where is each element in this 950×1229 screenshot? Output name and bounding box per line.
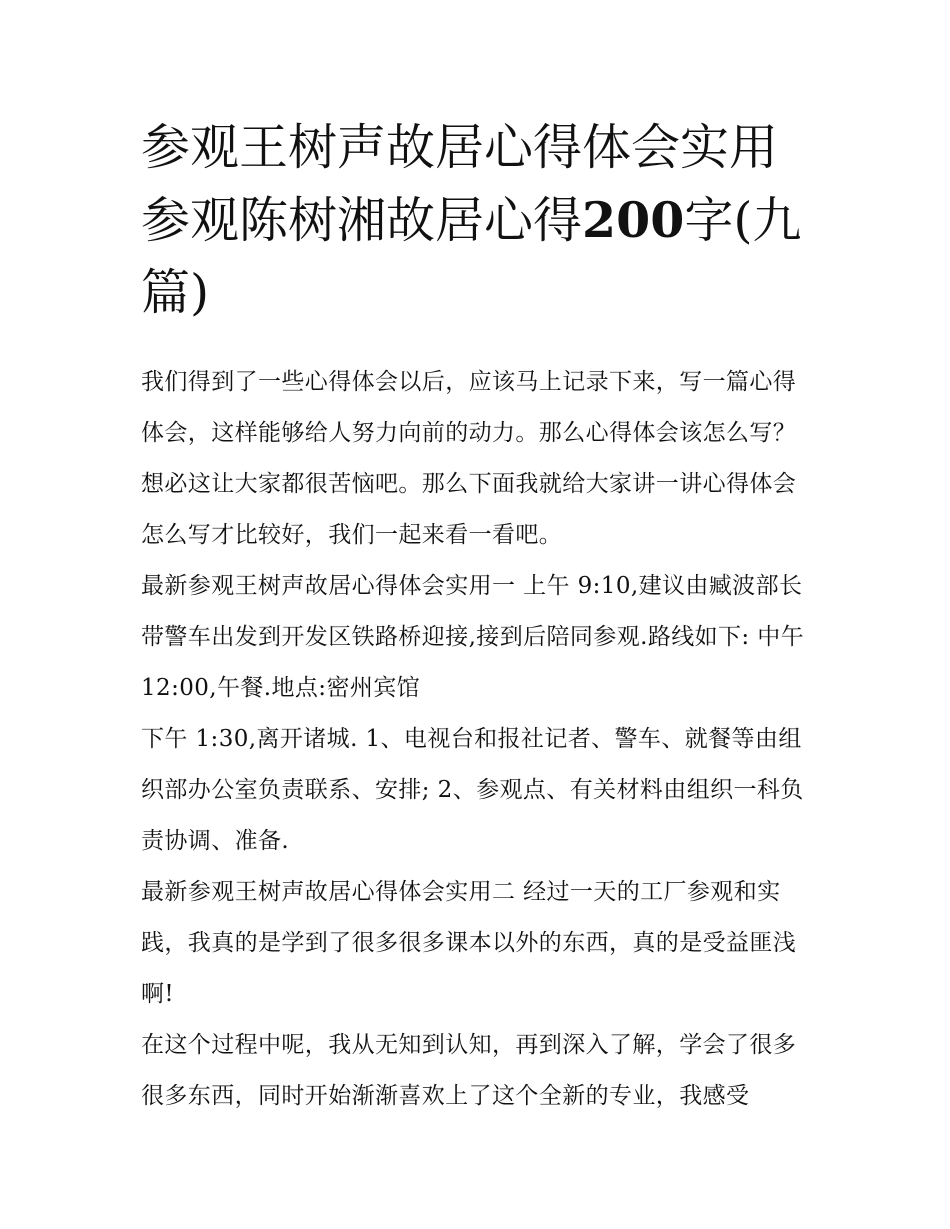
paragraph-section-two: 最新参观王树声故居心得体会实用二 经过一天的工厂参观和实践，我真的是学到了很多很多课本以外的东西，真的是受益匪浅啊! [141,879,797,1007]
paragraph-process: 在这个过程中呢，我从无知到认知，再到深入了解，学会了很多很多东西，同时开始渐渐喜欢上了这个全新的专业，我感受 [141,1032,797,1109]
document-body [141,357,816,1122]
document-page [141,112,816,1122]
title-text-part2: 字(九篇) [141,192,802,321]
paragraph-section-one: 最新参观王树声故居心得体会实用一 上午 9:10,建议由臧波部长带警车出发到开发区铁路桥迎接,接到后陪同参观.路线如下: 中午 12:00,午餐.地点:密州宾馆 [141,573,805,701]
document-title [141,112,816,329]
title-text-part1: 参观王树声故居心得体会实用参观陈树湘故居心得 [141,119,779,249]
paragraph-afternoon: 下午 1:30,离开诸城. 1、电视台和报社记者、警车、就餐等由组织部办公室负责联系、安排; 2、参观点、有关材料由组织一科负责协调、准备. [141,726,804,854]
title-number: 200 [582,191,685,249]
paragraph-intro: 我们得到了一些心得体会以后，应该马上记录下来，写一篇心得体会，这样能够给人努力向前的动力。那么心得体会该怎么写？想必这让大家都很苦恼吧。那么下面我就给大家讲一讲心得体会怎么写才比较好，我们一起来看一看吧。 [141,369,797,548]
